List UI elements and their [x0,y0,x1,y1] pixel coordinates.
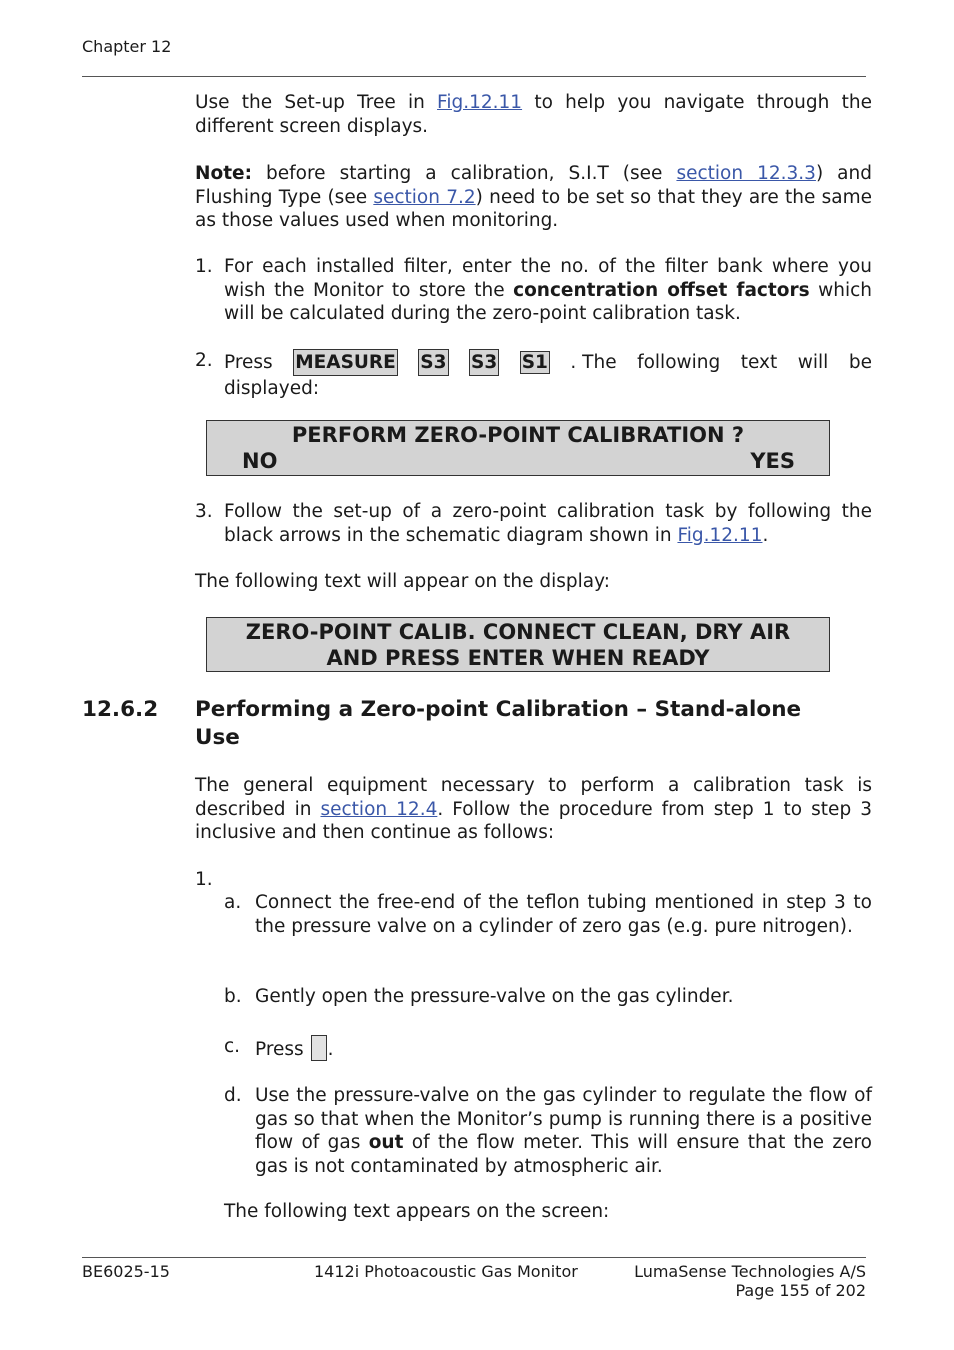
section-link-7-2[interactable]: section 7.2 [373,186,476,208]
step-1-pre: For each installed filter, enter the no. of the filter bank where you wish the Monitor to store the [224,256,872,301]
chapter-label: Chapter 12 [82,37,172,56]
step-3-pre: Follow the set-up of a zero-point calibration task by following the black arrows in the schematic diagram shown in [224,501,872,546]
sub-b-text: Gently open the pressure-valve on the gas cylinder. [255,986,734,1007]
sub-c-text [255,1035,872,1062]
step-3-text [224,500,872,547]
section-title [195,696,875,752]
display-line-1: PERFORM ZERO-POINT CALIBRATION ? [291,423,745,447]
sub-d-post: of the flow meter. This will ensure that the zero gas is not contaminated by atmospheric air. [255,1132,872,1177]
step-2-w1: following [637,352,721,373]
sub-c-label: c. [224,1036,241,1057]
footer-product: 1412i Photoacoustic Gas Monitor [314,1262,578,1281]
step-2-number: 2. [195,350,213,371]
section-paragraph [195,774,872,845]
sub-d-bold: out [368,1132,404,1153]
display-no-option[interactable]: NO [242,449,278,473]
intro-paragraph [195,91,872,138]
section-number: 12.6.2 [82,697,159,722]
step-1-number: 1. [195,256,213,277]
footer-doc-id: BE6025-15 [82,1262,170,1281]
sub-c-post: . [327,1039,334,1060]
section-p-post: . Follow the procedure from step 1 to step 3 inclusive and then continue as follows: [195,798,872,843]
sub-a-label: a. [224,892,242,913]
footer-company-page [634,1262,866,1300]
sub-d-text [255,1084,872,1178]
s1-key[interactable]: S1 [521,352,548,373]
section-title-line-2: Use [195,725,240,750]
display2-line-1: ZERO-POINT CALIB. CONNECT CLEAN, DRY AIR [245,620,791,644]
step-2-line [224,349,872,376]
sub-d-label: d. [224,1085,242,1106]
header-rule [82,76,866,77]
s3-key[interactable]: S3 [469,349,499,376]
note-label: Note: [195,163,252,184]
lcd-display-connect-air [206,617,830,672]
step-2-w3: will [797,352,829,373]
section-p-pre: The general equipment necessary to perform a calibration task is described in [195,775,872,820]
appear-text: The following text will appear on the display: [195,571,610,592]
step-1-post: which will be calculated during the zero-point calibration task. [224,279,872,324]
step-3-number: 3. [195,501,213,522]
step-2-w2: text [740,352,778,373]
s1-key-wrap [520,350,550,375]
step-1-bold: concentration offset factors [513,279,810,301]
s3-key[interactable]: S3 [418,349,448,376]
note-text-a: before starting a calibration, S.I.T (see [251,163,677,184]
step-2-following: . The [570,352,617,373]
step-2-line-2: displayed: [224,378,320,399]
step-2-w4: be [848,352,872,373]
note-text-c: ) need to be set so that they are the same as those values used when monitoring. [195,186,872,231]
screen-text: The following text appears on the screen: [224,1201,610,1222]
step-3-post: . [762,524,769,546]
section-title-line-1: Performing a Zero-point Calibration – Stand-alone [195,697,802,722]
fig-link[interactable]: Fig.12.11 [437,92,523,113]
intro-text-end: to help you navigate through the different screen displays. [195,92,872,137]
footer-company: LumaSense Technologies A/S [634,1262,866,1281]
sub-a-text: Connect the free-end of the teflon tubing mentioned in step 3 to the pressure valve on a cylinder of zero gas (e.g. pure nitrogen). [255,892,872,937]
display-yes-option[interactable]: YES [750,449,795,473]
step-1-text [224,255,872,326]
step-2-text [224,349,872,401]
step-2-pre: Press [224,352,273,373]
section-link-12-4[interactable]: section 12.4 [320,798,438,820]
lcd-display-perform-calibration [206,420,830,476]
sub-c-pre: Press [255,1039,310,1060]
note-text-b: ) and Flushing Type (see [195,163,872,208]
intro-text: Use the Set-up Tree in [195,92,438,113]
measure-key[interactable]: MEASURE [293,349,398,376]
footer-page-number: Page 155 of 202 [735,1281,866,1300]
sub-d-pre: Use the pressure-valve on the gas cylinder to regulate the flow of gas so that when the Monitor’s pump is running there is a positive flow of gas [255,1085,872,1153]
item-1-number: 1. [195,869,213,890]
note-paragraph [195,162,872,233]
footer-rule [82,1257,866,1258]
section-link-12-3-3[interactable]: section 12.3.3 [676,163,816,184]
sub-b-label: b. [224,986,242,1007]
fig-link-2[interactable]: Fig.12.11 [677,524,763,546]
display2-line-2: AND PRESS ENTER WHEN READY [326,646,710,670]
enter-key[interactable] [311,1035,327,1061]
